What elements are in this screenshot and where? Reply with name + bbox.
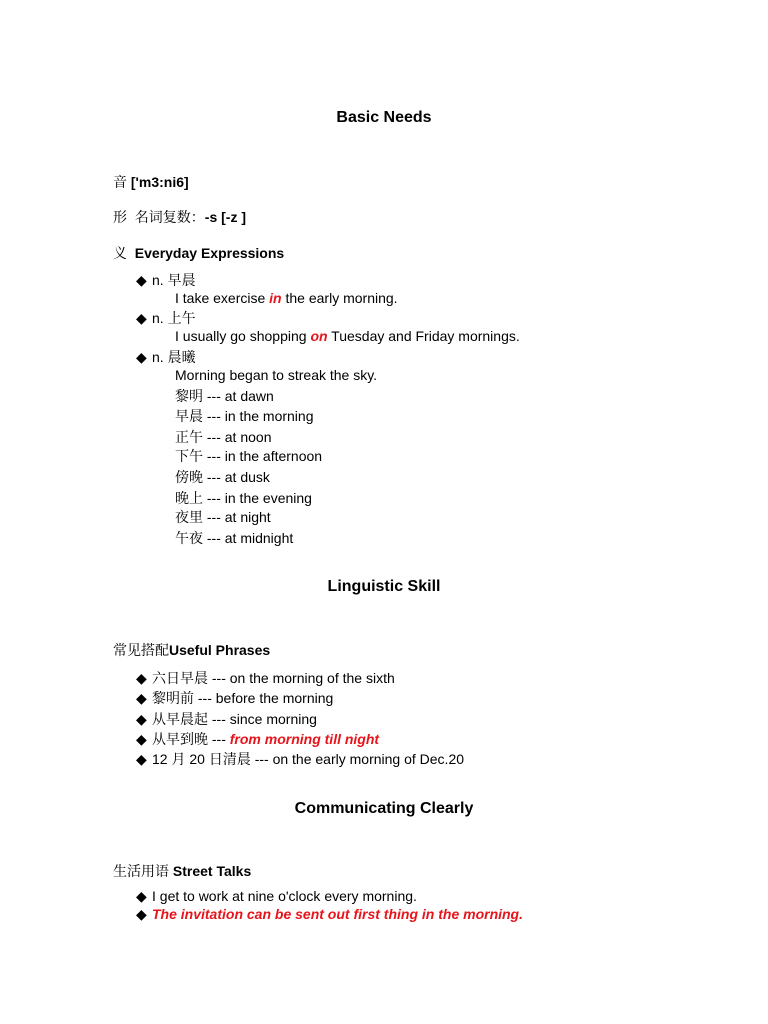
meaning-heading: Everyday Expressions <box>134 245 285 261</box>
time-item: 傍晚 --- at dusk <box>175 469 270 485</box>
pronunciation-value: ['m3:ni6] <box>130 174 189 190</box>
sense-head: n. 早晨 <box>152 272 196 288</box>
talk-text: I get to work at nine o'clock every morning. <box>152 888 417 904</box>
talks-heading: Street Talks <box>172 863 252 879</box>
phrase-text: 从早到晚 --- <box>152 731 230 747</box>
time-item: 早晨 --- in the morning <box>175 408 314 424</box>
sense-example <box>175 328 520 344</box>
example-emphasis: on <box>310 328 328 344</box>
sense-item <box>136 347 196 367</box>
time-item: 夜里 --- at night <box>175 509 271 525</box>
talk-emphasis: The invitation can be sent out first thing in the morning. <box>152 906 523 922</box>
diamond-icon: ◆ <box>136 906 147 922</box>
example-text: Tuesday and Friday mornings. <box>327 328 520 344</box>
diamond-icon: ◆ <box>136 690 147 706</box>
form-label: 形 <box>113 209 127 225</box>
example-text: I take exercise <box>175 290 270 306</box>
sense-head: n. 上午 <box>152 310 196 326</box>
time-item: 正午 --- at noon <box>175 429 272 445</box>
phrase-item <box>136 709 317 729</box>
section-title: Communicating Clearly <box>294 800 474 817</box>
diamond-icon: ◆ <box>136 310 147 326</box>
form-line <box>113 207 246 227</box>
diamond-icon: ◆ <box>136 349 147 365</box>
meaning-line <box>113 243 284 263</box>
talk-item <box>136 888 417 905</box>
time-item: 晚上 --- in the evening <box>175 490 312 506</box>
meaning-label: 义 <box>113 245 127 261</box>
diamond-icon: ◆ <box>136 731 147 747</box>
example-emphasis: in <box>269 290 282 306</box>
example-text: the early morning. <box>281 290 398 306</box>
page-title: Basic Needs <box>336 109 432 126</box>
talk-item <box>136 906 523 923</box>
pronunciation-line <box>113 172 189 192</box>
time-item: 午夜 --- at midnight <box>175 530 294 546</box>
phrases-heading: Useful Phrases <box>169 642 271 658</box>
phrase-item <box>136 668 395 688</box>
diamond-icon: ◆ <box>136 888 147 904</box>
phrase-item <box>136 749 464 769</box>
example-text: I usually go shopping <box>175 328 311 344</box>
sense-example <box>175 290 398 306</box>
time-item: 黎明 --- at dawn <box>175 388 274 404</box>
sense-example: Morning began to streak the sky. <box>175 367 378 383</box>
sense-head: n. 晨曦 <box>152 349 196 365</box>
talks-label: 生活用语 <box>113 863 169 879</box>
sense-item <box>136 308 196 328</box>
phrase-item <box>136 729 379 749</box>
diamond-icon: ◆ <box>136 711 147 727</box>
phrase-item <box>136 688 333 708</box>
phrase-text: 12 月 20 日清晨 --- on the early morning of Dec.20 <box>152 751 465 767</box>
pronunciation-label: 音 <box>113 174 127 190</box>
section-title: Linguistic Skill <box>327 578 441 595</box>
phrase-text: 从早晨起 --- since morning <box>152 711 317 727</box>
diamond-icon: ◆ <box>136 670 147 686</box>
diamond-icon: ◆ <box>136 751 147 767</box>
phrase-emphasis: from morning till night <box>229 731 380 747</box>
form-text: 名词复数： <box>134 209 205 225</box>
time-item: 下午 --- in the afternoon <box>175 448 323 464</box>
talks-heading-line <box>113 861 251 881</box>
phrase-text: 六日早晨 --- on the morning of the sixth <box>152 670 395 686</box>
phrases-heading-line <box>113 640 270 660</box>
phrases-label: 常见搭配 <box>113 642 169 658</box>
form-value: -s [-z ] <box>204 209 246 225</box>
diamond-icon: ◆ <box>136 272 147 288</box>
phrase-text: 黎明前 --- before the morning <box>152 690 334 706</box>
sense-item <box>136 270 196 290</box>
